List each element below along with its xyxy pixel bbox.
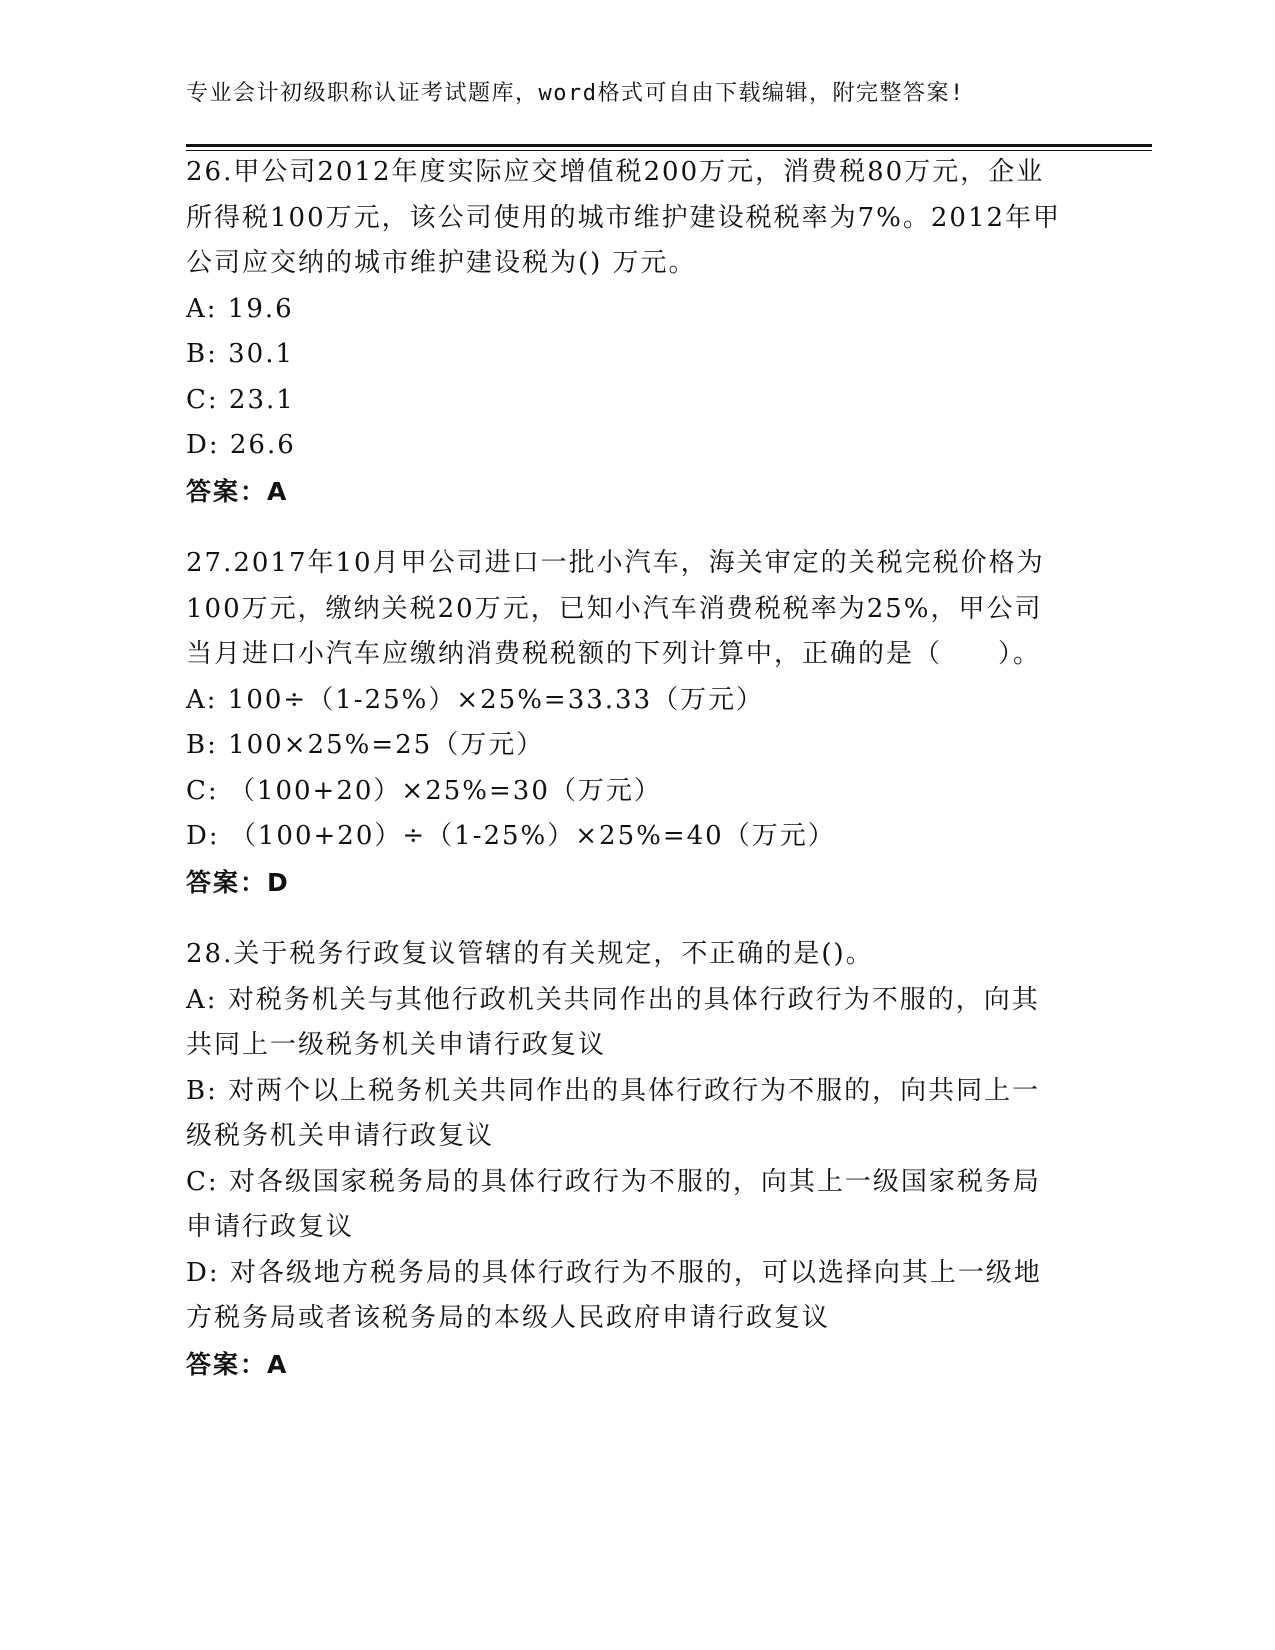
question-stem-line: 公司应交纳的城市维护建设税为() 万元。 [186, 248, 697, 278]
option-c-continued: 申请行政复议 [186, 1212, 355, 1242]
question-stem-line: 所得税100万元，该公司使用的城市维护建设税税率为7%。2012年甲 [186, 202, 1062, 233]
answer-label: 答案：A [186, 1349, 289, 1379]
option-b: B: 100×25%=25（万元） [186, 730, 545, 760]
option-b: B: 对两个以上税务机关共同作出的具体行政行为不服的，向共同上一 [186, 1075, 1041, 1106]
answer-label: 答案：A [186, 476, 289, 506]
question-stem-line: 当月进口小汽车应缴纳消费税税额的下列计算中，正确的是（ ）。 [186, 639, 1042, 669]
answer-label: 答案：D [186, 867, 290, 897]
option-d: D: （100+20）÷（1-25%）×25%=40（万元） [186, 821, 836, 851]
header-divider [186, 144, 1152, 147]
option-a: A: 对税务机关与其他行政机关共同作出的具体行政行为不服的，向其 [186, 984, 1040, 1015]
question-27 [186, 541, 1066, 905]
option-c: C: 23.1 [186, 384, 295, 415]
option-d: D: 对各级地方税务局的具体行政行为不服的，可以选择向其上一级地 [186, 1257, 1042, 1288]
question-stem-line: 28.关于税务行政复议管辖的有关规定，不正确的是()。 [186, 939, 874, 969]
question-stem-line: 27.2017年10月甲公司进口一批小汽车，海关审定的关税完税价格为 [186, 548, 1045, 578]
question-stem-line: 100万元，缴纳关税20万元，已知小汽车消费税税率为25%，甲公司 [186, 593, 1043, 624]
option-a: A: 100÷（1-25%）×25%=33.33（万元） [186, 684, 765, 715]
page-header: 专业会计初级职称认证考试题库，word格式可自由下载编辑，附完整答案! [186, 81, 965, 106]
question-26 [186, 150, 1066, 514]
option-a: A: 19.6 [186, 293, 294, 324]
option-d-continued: 方税务局或者该税务局的本级人民政府申请行政复议 [186, 1303, 831, 1333]
question-stem-line: 26.甲公司2012年度实际应交增值税200万元，消费税80万元，企业 [186, 157, 1045, 187]
question-28 [186, 932, 1066, 1387]
option-d: D: 26.6 [186, 430, 296, 460]
option-c: C: 对各级国家税务局的具体行政行为不服的，向其上一级国家税务局 [186, 1166, 1041, 1197]
option-b-continued: 级税务机关申请行政复议 [186, 1121, 495, 1151]
option-c: C: （100+20）×25%=30（万元） [186, 775, 662, 806]
option-a-continued: 共同上一级税务机关申请行政复议 [186, 1030, 607, 1060]
option-b: B: 30.1 [186, 339, 295, 369]
